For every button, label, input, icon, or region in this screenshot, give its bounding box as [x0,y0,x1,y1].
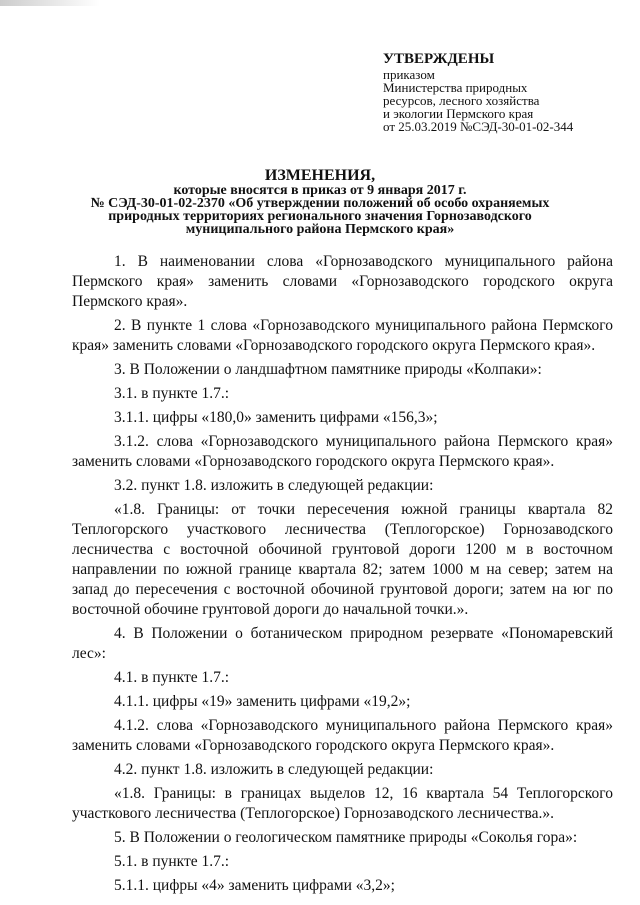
paragraph-4-2-text: «1.8. Границы: в границах выделов 12, 16 квартала 54 Теплогорского участкового лесничества (Теплогорское) Горнозаводского лесничества.». [72,785,613,822]
paragraph-4-1-2: 4.1.2. слова «Горнозаводского муниципального района Пермского края» заменить словами «Горнозаводского городского округа Пермского края». [72,717,613,754]
approval-block [383,51,573,133]
approval-line: и экологии Пермского края [383,106,534,121]
paragraph-5: 5. В Положении о геологическом памятнике природы «Соколья гора»: [114,829,578,846]
approval-line: приказом [383,67,435,82]
paragraph-5-1: 5.1. в пункте 1.7.: [114,853,230,870]
title-line: № СЭД-30-01-02-2370 «Об утверждении положений об особо охраняемых [90,196,550,211]
paragraph-4-1-1: 4.1.1. цифры «19» заменить цифрами «19,2»; [114,693,411,710]
paragraph-2: 2. В пункте 1 слова «Горнозаводского муниципального района Пермского края» заменить словами «Горнозаводского городского округа Пермского края». [72,317,613,354]
document-title [60,167,580,236]
paragraph-3-1-2: 3.1.2. слова «Горнозаводского муниципального района Пермского края» заменить словами «Горнозаводского городского округа Пермского края». [72,433,613,470]
paragraph-3-2: 3.2. пункт 1.8. изложить в следующей редакции: [114,477,434,494]
title-main: ИЗМЕНЕНИЯ, [264,167,376,184]
approval-heading: УТВЕРЖДЕНЫ [383,51,495,67]
paragraph-3-2-text: «1.8. Границы: от точки пересечения южной границы квартала 82 Теплогорского участкового лесничества (Теплогорское) Горнозаводского лесничества с восточной обочиной грунтовой дороги 1200 м в восточном направлении по южной границе квартала 82; затем 1000 м на север; затем на запад до пересечения с восточной обочиной грунтовой дороги; затем на юг по восточной обочине грунтовой дороги до начальной точки.». [72,501,613,618]
paragraph-4-1: 4.1. в пункте 1.7.: [114,669,230,686]
paragraph-3: 3. В Положении о ландшафтном памятнике природы «Колпаки»: [114,361,542,378]
scan-edge-artifact [0,0,100,6]
paragraph-4: 4. В Положении о ботаническом природном резервате «Пономаревский лес»: [72,625,613,662]
paragraph-4-2: 4.2. пункт 1.8. изложить в следующей редакции: [114,761,434,778]
paragraph-3-1: 3.1. в пункте 1.7.: [114,385,230,402]
title-line: муниципального района Пермского края» [185,222,455,237]
paragraph-3-1-1: 3.1.1. цифры «180,0» заменить цифрами «156,3»; [114,409,438,426]
approval-line: Министерства природных [383,80,528,95]
title-line: которые вносятся в приказ от 9 января 2017 г. [173,183,467,198]
title-line: природных территориях регионального значения Горнозаводского [108,209,532,224]
approval-line: ресурсов, лесного хозяйства [383,93,540,108]
approval-line: от 25.03.2019 №СЭД-30-01-02-344 [383,119,574,134]
paragraph-1: 1. В наименовании слова «Горнозаводского муниципального района Пермского края» заменить словами «Горнозаводского городского округа Пермского края». [72,253,613,310]
paragraph-5-1-1: 5.1.1. цифры «4» заменить цифрами «3,2»; [114,877,395,894]
document-body [72,252,613,900]
